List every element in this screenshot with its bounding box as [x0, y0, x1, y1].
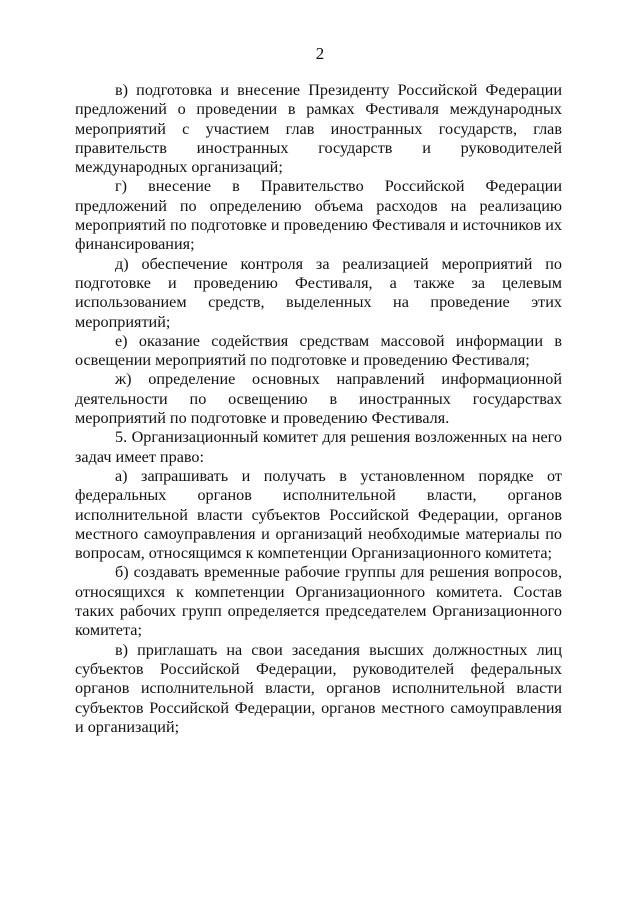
document-body [75, 81, 562, 737]
paragraph-item-a: а) запрашивать и получать в установленном порядке от федеральных органов исполнительной власти, органов исполнительной власти субъектов Российской Федерации, органов местного самоуправления и организаций необходимые материалы по вопросам, относящимся к компетенции Организационного комитета; [75, 466, 562, 563]
paragraph-section-5: 5. Организационный комитет для решения возложенных на него задач имеет право: [75, 428, 562, 466]
paragraph-item-v: в) подготовка и внесение Президенту Российской Федерации предложений о проведении в рамках Фестиваля международных мероприятий с участием глав иностранных государств, глав правительств иностранных государств и руководителей международных организаций; [75, 81, 562, 177]
paragraph-item-zh: ж) определение основных направлений информационной деятельности по освещению в иностранных государствах мероприятий по подготовке и проведению Фестиваля. [75, 370, 562, 428]
paragraph-item-e: е) оказание содействия средствам массовой информации в освещении мероприятий по подготовке и проведению Фестиваля; [75, 331, 562, 370]
paragraph-item-d: д) обеспечение контроля за реализацией мероприятий по подготовке и проведению Фестиваля, а также за целевым использованием средств, выделенных на проведение этих мероприятий; [75, 254, 562, 331]
paragraph-item-v-invite: в) приглашать на свои заседания высших должностных лиц субъектов Российской Федерации, руководителей федеральных органов исполнительной власти, органов исполнительной власти субъектов Российской Федерации, органов местного самоуправления и организаций; [75, 640, 562, 736]
paragraph-item-b: б) создавать временные рабочие группы для решения вопросов, относящихся к компетенции Организационного комитета. Состав таких рабочих групп определяется председателем Организационного комитета; [75, 563, 562, 640]
paragraph-item-g: г) внесение в Правительство Российской Федерации предложений по определению объема расходов на реализацию мероприятий по подготовке и проведению Фестиваля и источников их финансирования; [75, 177, 562, 254]
page-number: 2 [315, 44, 325, 63]
